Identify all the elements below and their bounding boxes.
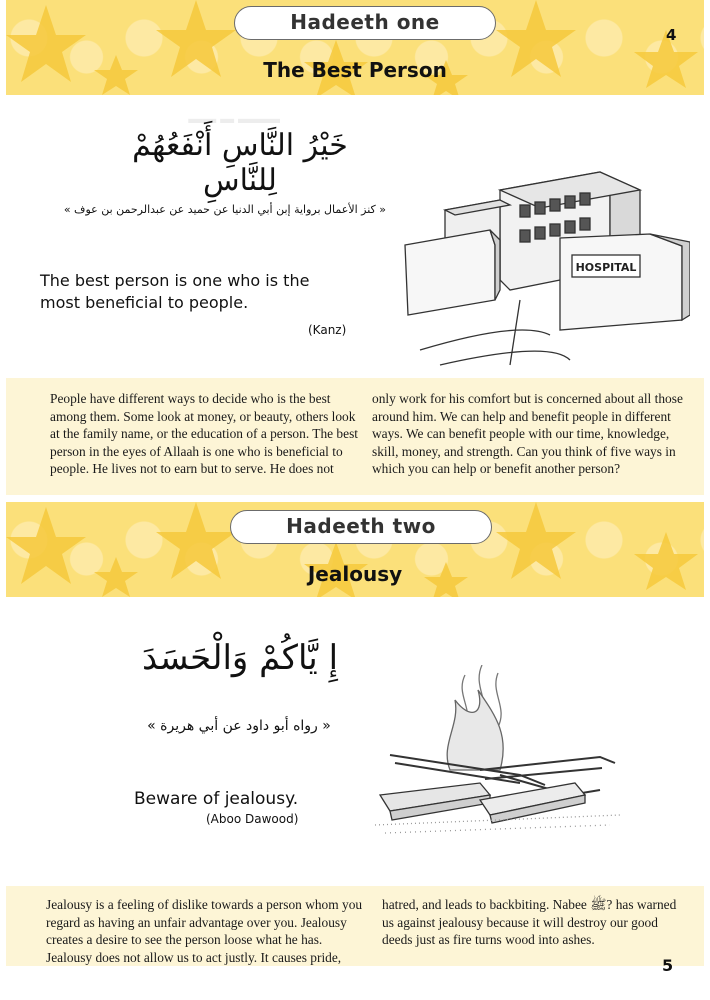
arabic-source: « رواه أبو داود عن أبي هريرة » bbox=[147, 718, 331, 734]
paragraph-right: hatred, and leads to backbiting. Nabee ﷺ? has warned us against jealousy because it will destroy our good deeds just as fire turns wood into ashes. bbox=[382, 897, 677, 947]
arabic-hadeeth: إِ يَّاكُمْ وَالْحَسَدَ bbox=[141, 638, 339, 678]
show-through-text: ▬▬▬ ▬ ▬▬ bbox=[188, 110, 280, 126]
page-hadeeth-two bbox=[0, 500, 710, 1000]
translation: The best person is one who is the most beneficial to people. bbox=[40, 271, 310, 312]
hospital-illustration bbox=[400, 150, 690, 370]
hadeeth-label-pill bbox=[230, 510, 492, 544]
paragraph-left: People have different ways to decide who is the best among them. Some look at money, or beauty, others look at the family name, or the education of a person. The best person in the eyes of Allaah is one who is beneficial to people. He lives not to earn but to serve. He does not bbox=[50, 391, 359, 476]
arabic-source: « كنز الأعمال برواية إبن أبي الدنيا عن حميد عن عبدالرحمن بن عوف » bbox=[63, 203, 386, 216]
arabic-hadeeth: خَيْرُ النَّاسِ أَنْفَعُهُمْ لِلنَّاسِ bbox=[132, 128, 348, 198]
hadeeth-label: Hadeeth one bbox=[290, 10, 440, 34]
paragraph-left: Jealousy is a feeling of dislike towards a person whom you regard as having an unfair advantage over you. Jealousy creates a desire to see the person loose what he has. Jealousy does not allow us to act justly. It causes pride, bbox=[46, 897, 363, 965]
hospital-sign-text: HOSPITAL bbox=[575, 261, 637, 274]
hadeeth-title: The Best Person bbox=[263, 58, 447, 82]
paragraph-box bbox=[6, 378, 704, 495]
hadeeth-label-pill bbox=[234, 6, 496, 40]
burning-wood-illustration bbox=[370, 665, 630, 840]
hadeeth-label: Hadeeth two bbox=[286, 514, 436, 538]
paragraph-right: only work for his comfort but is concerned about all those around him. We can help and benefit people in different ways. We can benefit people with our time, knowledge, skill, money, and strength. Can you think of five ways in which you can help or benefit another person? bbox=[372, 391, 683, 476]
translation: Beware of jealousy. bbox=[134, 789, 299, 809]
reference: (Kanz) bbox=[308, 323, 347, 337]
page-number: 4 bbox=[666, 26, 677, 44]
hadeeth-title: Jealousy bbox=[307, 562, 403, 586]
reference: (Aboo Dawood) bbox=[206, 812, 299, 826]
page-number: 5 bbox=[662, 956, 674, 975]
paragraph-box bbox=[6, 886, 704, 966]
